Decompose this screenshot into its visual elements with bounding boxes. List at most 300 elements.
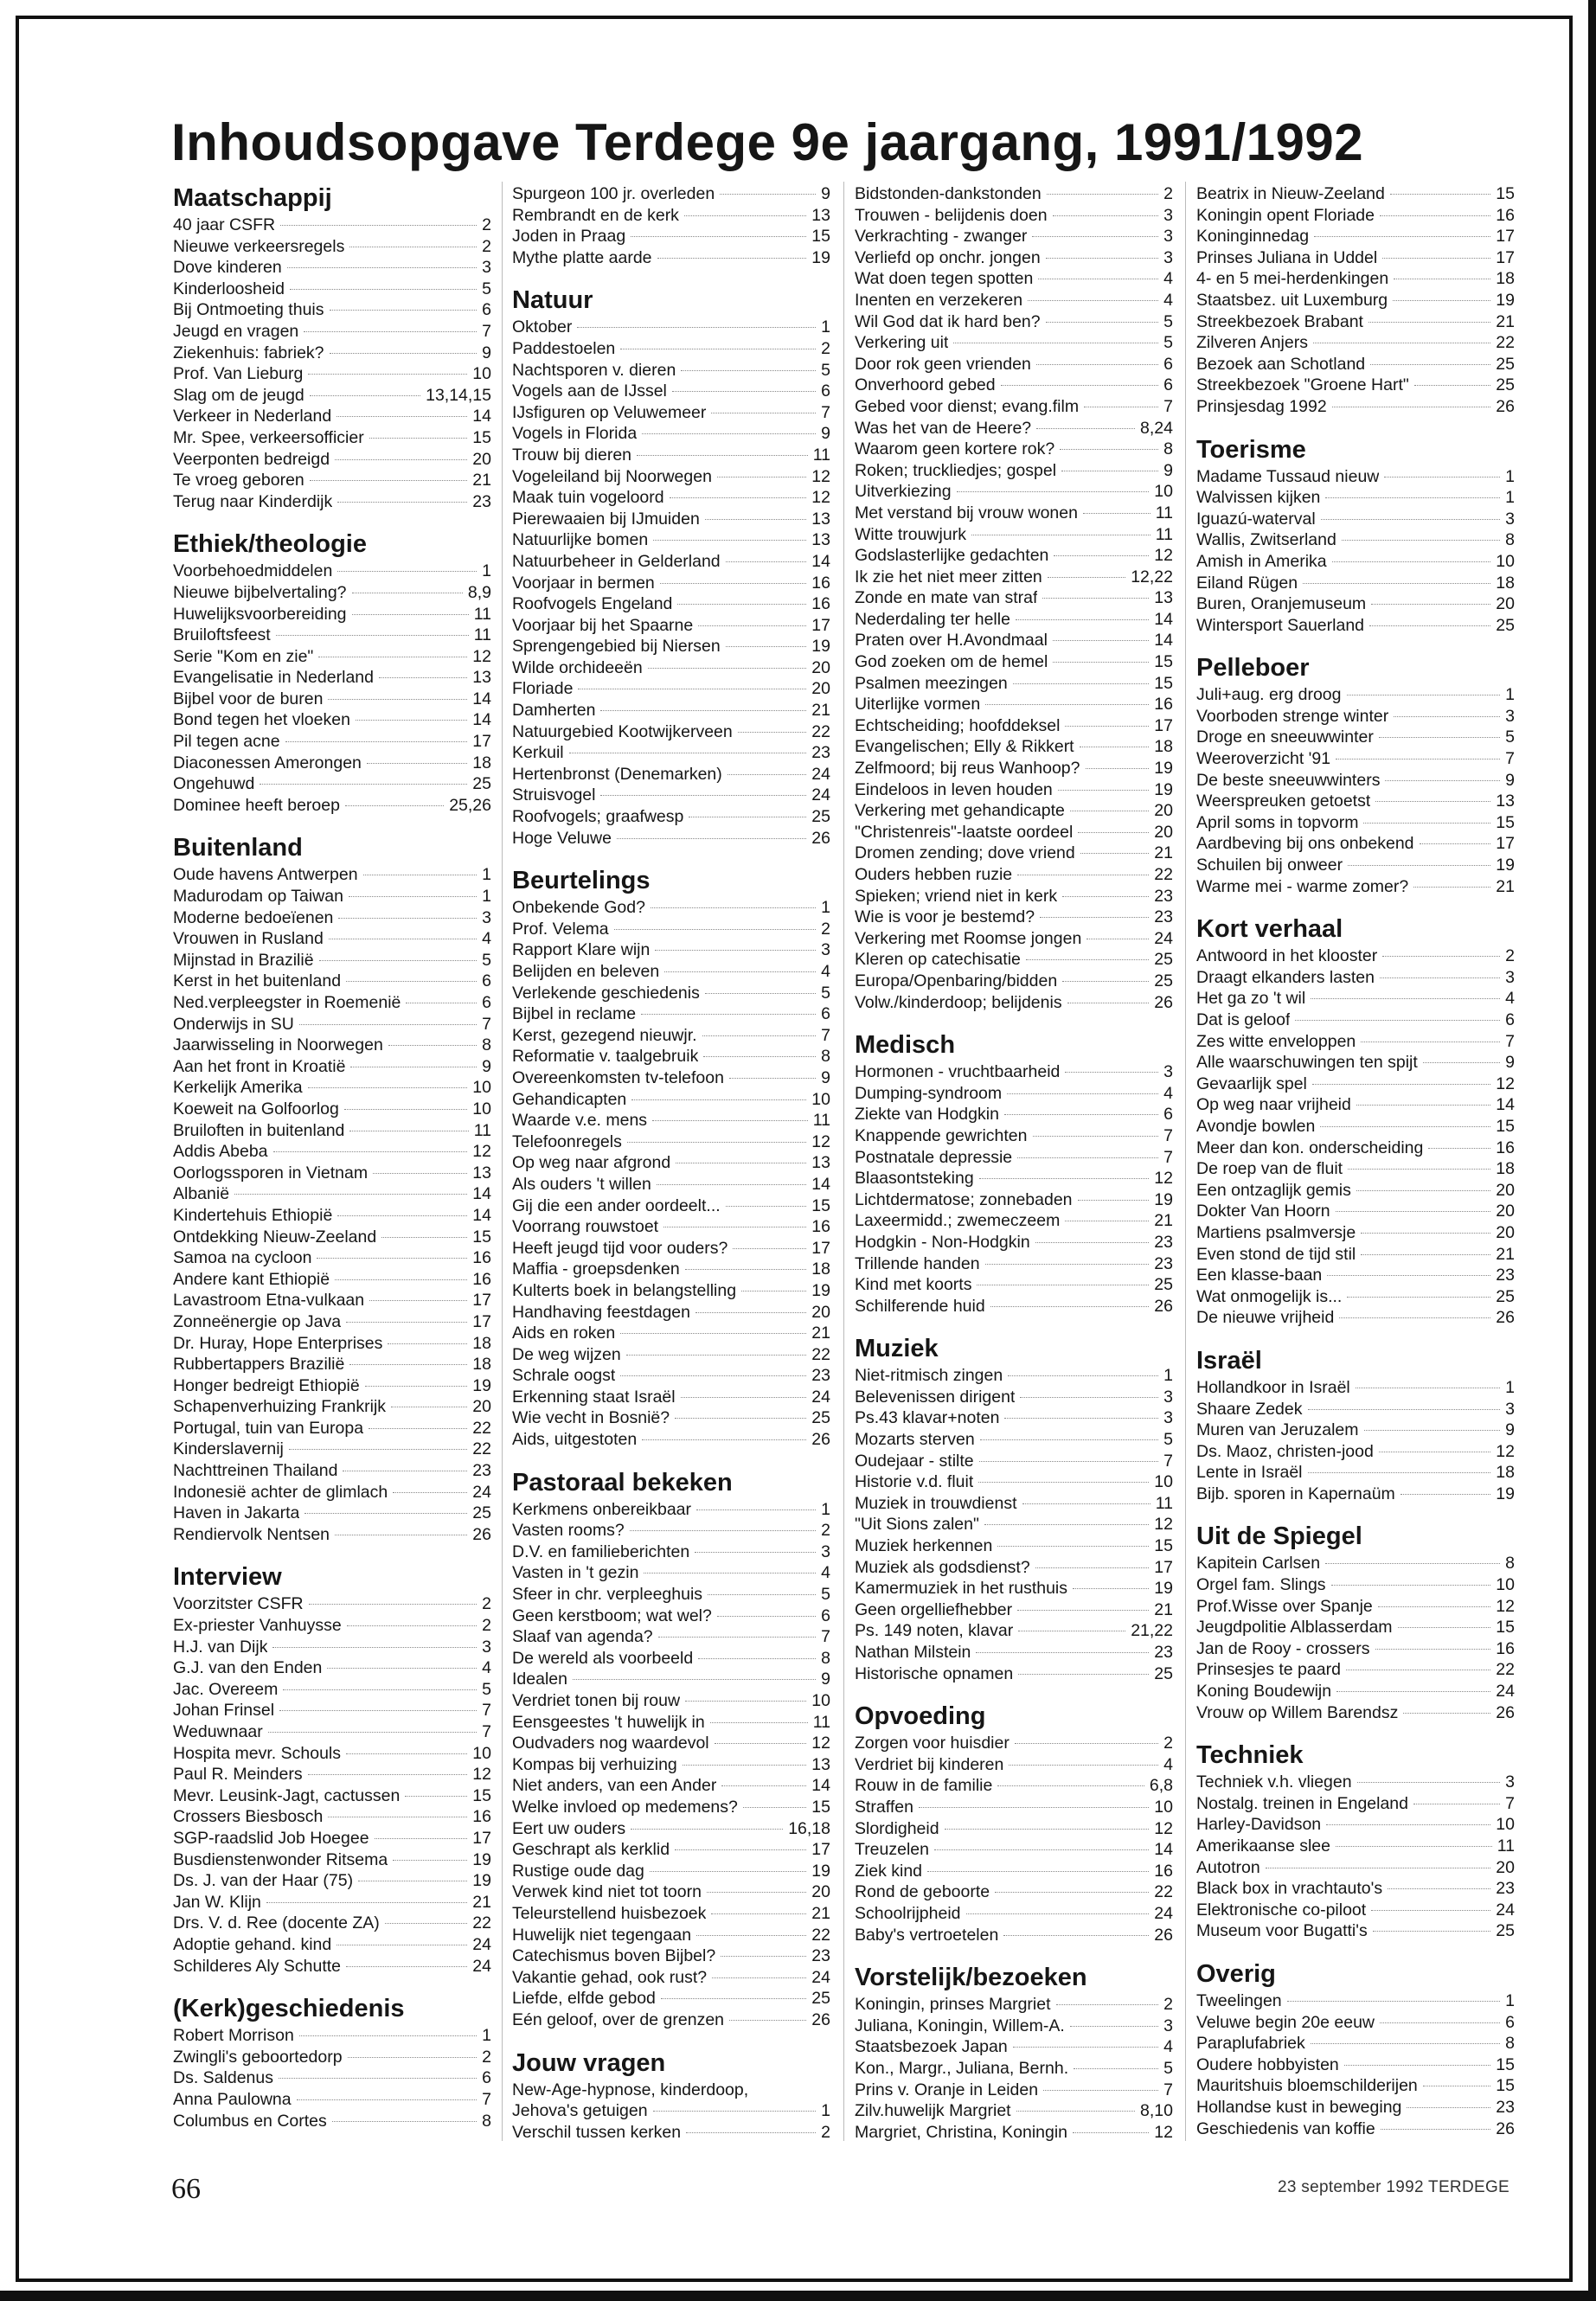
dot-leader — [1033, 1136, 1159, 1137]
entry-page: 26 — [811, 828, 830, 848]
entry-page: 8 — [821, 1648, 830, 1668]
toc-entry — [512, 593, 830, 615]
dot-leader — [1420, 843, 1491, 844]
section-heading: Jouw vragen — [512, 2048, 666, 2077]
entry-title: Hospita mevr. Schouls — [173, 1743, 342, 1763]
entry-title: Kerst, gezegend nieuwjr. — [512, 1025, 697, 1045]
entry-page: 26 — [811, 2009, 830, 2029]
toc-entry — [1196, 1420, 1515, 1441]
toc-entry — [173, 2067, 491, 2089]
toc-entry — [173, 773, 491, 795]
entry-page: 7 — [1163, 1451, 1173, 1471]
entry-page: 14 — [1154, 609, 1173, 629]
dot-leader — [1361, 1233, 1490, 1234]
entry-page: 6 — [482, 2068, 491, 2088]
entry-title: De weg wijzen — [512, 1344, 621, 1364]
toc-entry — [855, 1754, 1173, 1776]
toc-entry — [855, 694, 1173, 715]
entry-title: Zwingli's geboortedorp — [173, 2047, 343, 2067]
entry-page: 17 — [1154, 715, 1173, 735]
dot-leader — [1369, 625, 1490, 626]
dot-leader — [1380, 977, 1500, 978]
dot-leader — [381, 1237, 467, 1238]
toc-entry — [1196, 1180, 1515, 1202]
toc-entry — [855, 1189, 1173, 1211]
dot-leader — [1048, 577, 1125, 578]
dot-leader — [681, 1397, 807, 1398]
dot-leader — [1078, 1200, 1150, 1201]
entry-page: 6 — [482, 300, 491, 320]
entry-page: 15 — [1496, 1618, 1515, 1638]
entry-page: 17 — [1496, 247, 1515, 267]
dot-leader — [337, 416, 467, 417]
entry-page: 24 — [811, 764, 830, 784]
entry-title: Ds. Saldenus — [173, 2068, 273, 2088]
section — [512, 285, 830, 849]
entry-title: Zonneënergie op Java — [173, 1311, 342, 1331]
entry-title: Rustige oude dag — [512, 1861, 644, 1881]
dot-leader — [727, 774, 807, 775]
dot-leader — [1361, 1254, 1490, 1255]
toc-entry — [173, 1849, 491, 1871]
dot-leader — [631, 1829, 783, 1830]
entry-title: Reformatie v. taalgebruik — [512, 1047, 699, 1067]
entry-page: 1 — [821, 2101, 830, 2121]
toc-entry — [173, 1934, 491, 1956]
toc-entry — [855, 545, 1173, 567]
entry-title: Elektronische co-piloot — [1196, 1900, 1367, 1920]
toc-entry — [1196, 1702, 1515, 1724]
toc-entry — [512, 678, 830, 700]
dot-leader — [1385, 780, 1500, 781]
entry-page: 24 — [811, 1387, 830, 1407]
entry-page: 16 — [472, 1248, 491, 1268]
section-heading: Natuur — [512, 286, 593, 315]
entry-page: 7 — [1505, 1031, 1515, 1051]
entry-page: 25 — [1154, 1663, 1173, 1683]
toc-entry — [1196, 876, 1515, 898]
entry-title: IJsfiguren op Veluwemeer — [512, 402, 707, 422]
entry-page: 3 — [821, 1541, 830, 1561]
entry-title: Geen kerstboom; wat wel? — [512, 1606, 712, 1625]
dot-leader — [655, 950, 816, 951]
toc-entry — [1196, 1617, 1515, 1638]
entry-page: 16 — [472, 1269, 491, 1289]
entry-title: Madurodam op Taiwan — [173, 887, 343, 907]
entry-page: 4 — [482, 929, 491, 949]
entry-title: Muren van Jeruzalem — [1196, 1420, 1359, 1440]
entry-title: Martiens psalmversje — [1196, 1222, 1356, 1242]
section — [1196, 435, 1515, 637]
entry-title: Voorjaar in bermen — [512, 573, 655, 593]
toc-entry — [1196, 466, 1515, 488]
toc-entry — [512, 1344, 830, 1366]
toc-entry — [173, 795, 491, 817]
toc-entry — [1196, 593, 1515, 615]
entry-page: 16 — [1496, 1638, 1515, 1658]
toc-entry — [512, 700, 830, 721]
entry-title: Oude havens Antwerpen — [173, 865, 358, 885]
dot-leader — [1013, 2047, 1158, 2048]
section-heading: Pastoraal bekeken — [512, 1468, 733, 1497]
dot-leader — [717, 1616, 816, 1617]
entry-page: 8 — [1505, 2034, 1515, 2054]
toc-entry — [173, 299, 491, 321]
toc-entry — [855, 2016, 1173, 2037]
entry-page: 12 — [472, 1765, 491, 1785]
section-heading: Buitenland — [173, 834, 303, 862]
dot-leader — [664, 971, 816, 972]
entry-page: 4 — [1163, 269, 1173, 289]
entry-page: 22 — [472, 1913, 491, 1933]
dot-leader — [260, 784, 467, 785]
entry-page: 2 — [1163, 1995, 1173, 2015]
toc-entry — [1196, 1462, 1515, 1484]
entry-title: Evangelisatie in Nederland — [173, 668, 374, 688]
toc-entry — [173, 279, 491, 300]
entry-page: 21 — [1496, 876, 1515, 896]
entry-title: Muziek als godsdienst? — [855, 1557, 1030, 1577]
entry-page: 7 — [1505, 1793, 1515, 1813]
entry-page: 15 — [1154, 652, 1173, 672]
entry-page: 19 — [811, 637, 830, 657]
entry-page: 23 — [1496, 2097, 1515, 2117]
toc-entry — [512, 636, 830, 657]
dot-leader — [1013, 683, 1150, 684]
toc-entry — [512, 573, 830, 594]
dot-leader — [1380, 215, 1490, 216]
entry-title: Aardbeving bij ons onbekend — [1196, 834, 1414, 854]
entry-title: Verkering met Roomse jongen — [855, 928, 1082, 948]
entry-page: 19 — [472, 1849, 491, 1869]
entry-title: Slordigheid — [855, 1818, 939, 1838]
toc-entry — [512, 742, 830, 764]
toc-entry — [512, 509, 830, 530]
entry-page: 6,8 — [1149, 1776, 1173, 1796]
toc-entry — [512, 360, 830, 381]
dot-leader — [705, 993, 816, 994]
toc-entry — [1196, 1074, 1515, 1095]
entry-page: 12 — [472, 646, 491, 666]
section-heading: Interview — [173, 1563, 282, 1592]
entry-page: 12 — [1154, 1818, 1173, 1838]
dot-leader — [393, 1492, 467, 1493]
entry-page: 22 — [811, 1344, 830, 1364]
toc-entry — [512, 1216, 830, 1238]
entry-title: Hollandse kust in beweging — [1196, 2097, 1402, 2117]
entry-title: H.J. van Dijk — [173, 1637, 268, 1657]
toc-entry — [512, 983, 830, 1004]
toc-entry — [855, 247, 1173, 269]
dot-leader — [660, 583, 807, 584]
entry-title: Te vroeg geboren — [173, 471, 304, 490]
entry-title: Verliefd op onchr. jongen — [855, 247, 1041, 267]
entry-title: Maak tuin vogeloord — [512, 488, 664, 508]
entry-page: 15 — [1496, 2054, 1515, 2074]
entry-title: Kleren op catechisatie — [855, 950, 1021, 970]
entry-page: 15 — [1496, 812, 1515, 832]
entry-title: Op weg naar afgrond — [512, 1153, 671, 1173]
section-heading: Overig — [1196, 1959, 1276, 1988]
toc-entry — [173, 1637, 491, 1658]
dot-leader — [681, 370, 816, 371]
toc-entry — [855, 1839, 1173, 1861]
toc-entry — [855, 886, 1173, 907]
toc-entry — [1196, 833, 1515, 855]
dot-leader — [726, 646, 807, 647]
entry-page: 18 — [1496, 1159, 1515, 1179]
entry-title: Jeugdpolitie Alblasserdam — [1196, 1618, 1393, 1638]
entry-title: Blaasontsteking — [855, 1169, 974, 1189]
dot-leader — [1373, 1931, 1491, 1932]
toc-entry — [173, 1141, 491, 1163]
entry-title: Jac. Overeem — [173, 1679, 279, 1699]
entry-title: Verkering uit — [855, 333, 949, 353]
entry-page: 24 — [811, 785, 830, 805]
dot-leader — [1320, 1126, 1490, 1127]
entry-title: Prinsjesdag 1992 — [1196, 396, 1327, 416]
dot-leader — [1054, 555, 1149, 556]
entry-title: Muziek herkennen — [855, 1536, 993, 1556]
dot-leader — [1058, 790, 1150, 791]
dot-leader — [388, 1045, 477, 1046]
entry-page: 20 — [811, 657, 830, 677]
toc-entry — [173, 1183, 491, 1205]
dot-leader — [642, 433, 816, 434]
entry-page: 24 — [811, 1967, 830, 1987]
entry-page: 3 — [1163, 227, 1173, 247]
dot-leader — [650, 1871, 806, 1872]
entry-title: Pil tegen acne — [173, 732, 280, 752]
entry-page: 9 — [821, 1067, 830, 1087]
entry-title: Rembrandt en de kerk — [512, 205, 679, 225]
entry-page: 15 — [472, 1785, 491, 1805]
dot-leader — [310, 395, 420, 396]
entry-page: 14 — [472, 1184, 491, 1204]
toc-entry — [1196, 727, 1515, 748]
entry-page: 3 — [1505, 967, 1515, 987]
toc-entry — [512, 381, 830, 402]
dot-leader — [957, 491, 1150, 492]
entry-page: 5 — [482, 950, 491, 970]
entry-page: 9 — [1163, 460, 1173, 480]
toc-entry — [512, 1259, 830, 1280]
toc-entry — [855, 1168, 1173, 1189]
dot-leader — [1332, 561, 1491, 562]
dot-leader — [672, 391, 816, 392]
toc-entry — [855, 1925, 1173, 1946]
entry-title: Verwek kind niet tot toorn — [512, 1882, 702, 1902]
section — [855, 1334, 1173, 1684]
toc-entry — [855, 1083, 1173, 1105]
entry-title: Historische opnamen — [855, 1663, 1014, 1683]
toc-entry — [855, 1365, 1173, 1387]
entry-title: Idealen — [512, 1670, 567, 1689]
entry-title: Bijbel voor de buren — [173, 689, 324, 708]
entry-title: Met verstand bij vrouw wonen — [855, 503, 1078, 522]
toc-entry — [173, 321, 491, 343]
toc-entry — [512, 402, 830, 424]
entry-title: Wallis, Zwitserland — [1196, 530, 1336, 550]
dot-leader — [703, 1056, 816, 1057]
entry-page: 2 — [482, 2047, 491, 2067]
entry-page: 25 — [1154, 950, 1173, 970]
toc-entry — [1196, 2097, 1515, 2118]
entry-title: Teleurstellend huisbezoek — [512, 1903, 707, 1923]
dot-leader — [356, 720, 467, 721]
toc-entry — [512, 939, 830, 961]
entry-page: 15 — [811, 1797, 830, 1817]
dot-leader — [717, 477, 806, 478]
entry-title: Kulterts boek in belangstelling — [512, 1280, 737, 1300]
toc-entry — [855, 1210, 1173, 1232]
entry-page: 17 — [1496, 834, 1515, 854]
dot-leader — [675, 1418, 806, 1419]
dot-leader — [702, 1035, 817, 1036]
toc-entry — [173, 406, 491, 427]
entry-page: 3 — [1163, 1387, 1173, 1407]
toc-entry — [512, 1945, 830, 1967]
dot-leader — [1390, 194, 1490, 195]
entry-page: 17 — [1496, 227, 1515, 247]
entry-title: Indonesië achter de glimlach — [173, 1482, 388, 1502]
entry-title: Vogels in Florida — [512, 424, 638, 444]
dot-leader — [652, 1120, 808, 1121]
entry-title: Kerkelijk Amerika — [173, 1078, 303, 1098]
dot-leader — [657, 258, 807, 259]
dot-leader — [1407, 2107, 1490, 2108]
dot-leader — [995, 1892, 1149, 1893]
toc-entry — [512, 1195, 830, 1217]
toc-entry — [1196, 529, 1515, 551]
toc-entry — [855, 1125, 1173, 1147]
entry-title: Rond de geboorte — [855, 1882, 990, 1902]
entry-page: 5 — [821, 360, 830, 380]
entry-title: Draagt elkanders lasten — [1196, 967, 1375, 987]
dot-leader — [276, 635, 469, 636]
entry-title: New-Age-hypnose, kinderdoop, — [512, 2080, 749, 2099]
entry-title: Amish in Amerika — [1196, 551, 1327, 571]
toc-entry — [1196, 487, 1515, 509]
toc-entry — [512, 1365, 830, 1387]
entry-title: Geschrapt als kerklid — [512, 1840, 670, 1860]
dot-leader — [308, 1774, 468, 1775]
toc-entry — [512, 466, 830, 488]
entry-page: 2 — [821, 2122, 830, 2142]
toc-entry — [173, 385, 491, 407]
toc-entry — [512, 2080, 830, 2101]
entry-title: Telefoonregels — [512, 1131, 622, 1151]
entry-title: Dr. Huray, Hope Enterprises — [173, 1333, 383, 1353]
entry-page: 6 — [482, 971, 491, 991]
entry-page: 3 — [482, 1637, 491, 1657]
dot-leader — [707, 1892, 806, 1893]
entry-page: 3 — [1505, 1399, 1515, 1419]
toc-entry — [512, 1025, 830, 1047]
toc-entry — [512, 1754, 830, 1776]
entry-title: Staatsbezoek Japan — [855, 2037, 1008, 2057]
entry-page: 11 — [1497, 1836, 1515, 1856]
toc-entry — [855, 1514, 1173, 1535]
entry-title: D.V. en familieberichten — [512, 1541, 690, 1561]
toc-entry — [855, 1061, 1173, 1083]
dot-leader — [741, 1291, 806, 1292]
entry-page: 21 — [811, 1324, 830, 1343]
entry-page: 21 — [811, 701, 830, 721]
toc-entry — [173, 1913, 491, 1934]
entry-title: Voorboden strenge winter — [1196, 706, 1389, 726]
entry-title: Prinsesjes te paard — [1196, 1660, 1341, 1680]
entry-title: Maffia - groepsdenken — [512, 1259, 680, 1279]
entry-page: 19 — [1496, 1484, 1515, 1503]
entry-page: 14 — [472, 407, 491, 426]
entry-title: Witte trouwjurk — [855, 524, 966, 544]
dot-leader — [330, 353, 478, 354]
entry-title: Ziek kind — [855, 1861, 923, 1881]
entry-page: 2 — [821, 919, 830, 939]
dot-leader — [695, 1552, 816, 1553]
toc-entry — [173, 1120, 491, 1142]
entry-title: Crossers Biesbosch — [173, 1807, 324, 1827]
entry-page: 12 — [811, 466, 830, 486]
entry-title: Uitverkiezing — [855, 482, 952, 502]
dot-leader — [1414, 385, 1490, 386]
dot-leader — [600, 795, 806, 796]
entry-page: 26 — [1154, 1925, 1173, 1945]
entry-title: Roofvogels; graafwesp — [512, 807, 684, 827]
entry-page: 23 — [1154, 886, 1173, 906]
entry-page: 9 — [1505, 770, 1515, 790]
entry-title: Madame Tussaud nieuw — [1196, 466, 1380, 486]
entry-title: Techniek v.h. vliegen — [1196, 1772, 1352, 1792]
dot-leader — [1046, 258, 1158, 259]
entry-page: 3 — [1163, 205, 1173, 225]
entry-title: Evangelischen; Elly & Rikkert — [855, 737, 1074, 757]
entry-page: 18 — [1496, 1463, 1515, 1483]
dot-leader — [1356, 1105, 1490, 1106]
dot-leader — [1311, 2043, 1500, 2044]
entry-title: Natuurbeheer in Gelderland — [512, 551, 721, 571]
dot-leader — [990, 1306, 1150, 1307]
dot-leader — [279, 1710, 477, 1711]
entry-page: 21 — [472, 471, 491, 490]
entry-title: Muziek in trouwdienst — [855, 1493, 1017, 1513]
toc-entry — [1196, 268, 1515, 290]
toc-entry — [855, 2080, 1173, 2101]
toc-entry — [512, 445, 830, 466]
dot-leader — [373, 1173, 467, 1174]
entry-page: 14 — [811, 1776, 830, 1796]
entry-page: 11 — [473, 625, 491, 645]
dot-leader — [1056, 2004, 1159, 2005]
entry-page: 16 — [811, 594, 830, 614]
dot-leader — [683, 1765, 807, 1766]
toc-entry — [173, 950, 491, 971]
entry-title: Weduwnaar — [173, 1722, 263, 1741]
entry-page: 5 — [1163, 1430, 1173, 1450]
toc-entry — [1196, 573, 1515, 594]
entry-title: Slag om de jeugd — [173, 385, 304, 405]
entry-title: Prinses Juliana in Uddel — [1196, 247, 1378, 267]
dot-leader — [985, 704, 1149, 705]
entry-page: 22 — [811, 1925, 830, 1945]
dot-leader — [573, 1679, 816, 1680]
toc-entry — [855, 1818, 1173, 1840]
entry-page: 7 — [821, 402, 830, 422]
entry-title: Eiland Rügen — [1196, 573, 1298, 593]
entry-page: 16 — [811, 573, 830, 593]
toc-entry — [855, 673, 1173, 695]
